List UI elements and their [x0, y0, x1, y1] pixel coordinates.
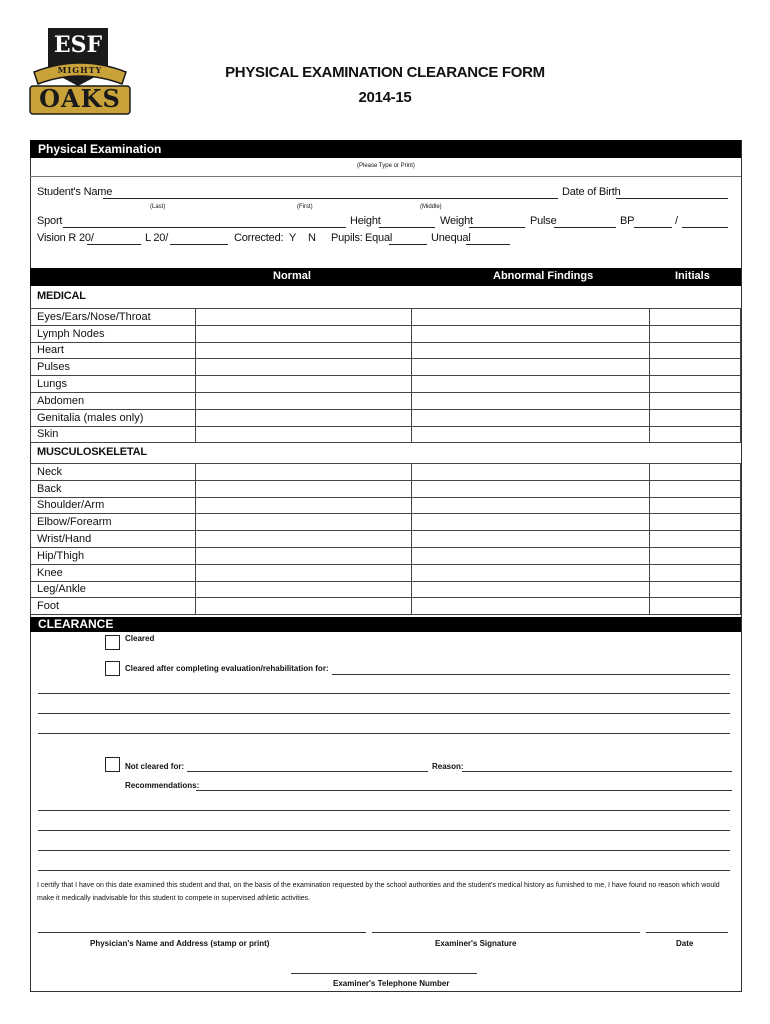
- bp-label: BP: [620, 215, 635, 227]
- normal-cell[interactable]: [195, 309, 411, 326]
- musculo-item: Foot: [31, 598, 196, 615]
- vision-left-label: L 20/: [145, 232, 169, 244]
- table-row: [31, 426, 741, 443]
- abnormal-cell[interactable]: [411, 409, 650, 426]
- abnormal-cell[interactable]: [411, 497, 650, 514]
- type-note: (Please Type or Print): [357, 163, 415, 169]
- physician-label: Physician's Name and Address (stamp or print): [90, 939, 270, 948]
- reason-label: Reason:: [432, 762, 464, 771]
- abnormal-cell[interactable]: [411, 514, 650, 531]
- musculo-item: Knee: [31, 564, 196, 581]
- section-bar-physical: [30, 140, 741, 158]
- bp-systolic-field[interactable]: [634, 217, 672, 228]
- initials-cell[interactable]: [650, 480, 741, 497]
- table-row: [31, 325, 741, 342]
- abnormal-cell[interactable]: [411, 426, 650, 443]
- cleared-label: Cleared: [125, 634, 155, 643]
- table-row: [31, 564, 741, 581]
- pupils-equal-label: Equal: [365, 232, 393, 244]
- height-label: Height: [350, 215, 381, 227]
- writing-line[interactable]: [38, 830, 730, 831]
- examiner-signature-label: Examiner's Signature: [435, 939, 517, 948]
- recommendations-label: Recommendations:: [125, 781, 200, 790]
- medical-item: Pulses: [31, 359, 196, 376]
- writing-line[interactable]: [38, 850, 730, 851]
- student-name-field[interactable]: [103, 188, 558, 199]
- medical-item: Lymph Nodes: [31, 325, 196, 342]
- middle-name-hint: (Middle): [420, 204, 442, 210]
- logo-top-text: ESF: [53, 32, 103, 58]
- initials-cell[interactable]: [650, 392, 741, 409]
- clearance-heading-text: CLEARANCE: [38, 617, 114, 631]
- physician-signature-line[interactable]: [38, 932, 366, 933]
- medical-item: Genitalia (males only): [31, 409, 196, 426]
- normal-cell[interactable]: [195, 581, 411, 598]
- table-row: [31, 359, 741, 376]
- table-row: [31, 547, 741, 564]
- musculo-item: Hip/Thigh: [31, 547, 196, 564]
- initials-cell[interactable]: [650, 497, 741, 514]
- normal-cell[interactable]: [195, 531, 411, 548]
- last-name-hint: (Last): [150, 204, 166, 210]
- col-abnormal-header: Abnormal Findings: [493, 270, 594, 282]
- medical-item: Skin: [31, 426, 196, 443]
- abnormal-cell[interactable]: [411, 581, 650, 598]
- pulse-label: Pulse: [530, 215, 557, 227]
- musculo-item: Elbow/Forearm: [31, 514, 196, 531]
- writing-line[interactable]: [38, 733, 730, 734]
- phone-line[interactable]: [291, 973, 477, 974]
- medical-item: Eyes/Ears/Nose/Throat: [31, 309, 196, 326]
- pupils-unequal-field[interactable]: [466, 234, 510, 245]
- normal-cell[interactable]: [195, 376, 411, 393]
- recommendations-line[interactable]: [196, 790, 732, 791]
- abnormal-cell[interactable]: [411, 480, 650, 497]
- medical-heading: MEDICAL: [37, 290, 86, 302]
- corrected-no[interactable]: N: [308, 232, 316, 244]
- col-initials-header: Initials: [675, 270, 710, 282]
- table-row: [31, 409, 741, 426]
- normal-cell[interactable]: [195, 497, 411, 514]
- writing-line[interactable]: [38, 810, 730, 811]
- reason-line[interactable]: [462, 771, 732, 772]
- writing-line[interactable]: [38, 693, 730, 694]
- initials-cell[interactable]: [650, 464, 741, 481]
- vision-left-field[interactable]: [170, 234, 228, 245]
- initials-cell[interactable]: [650, 598, 741, 615]
- weight-label: Weight: [440, 215, 473, 227]
- initials-cell[interactable]: [650, 309, 741, 326]
- normal-cell[interactable]: [195, 342, 411, 359]
- abnormal-cell[interactable]: [411, 392, 650, 409]
- table-row: [31, 464, 741, 481]
- dob-field[interactable]: [616, 188, 728, 199]
- initials-cell[interactable]: [650, 531, 741, 548]
- initials-cell[interactable]: [650, 325, 741, 342]
- table-row: [31, 309, 741, 326]
- cleared-after-line[interactable]: [332, 674, 730, 675]
- corrected-yes[interactable]: Y: [289, 232, 297, 244]
- normal-cell[interactable]: [195, 598, 411, 615]
- abnormal-cell[interactable]: [411, 376, 650, 393]
- pulse-field[interactable]: [554, 217, 616, 228]
- normal-cell[interactable]: [195, 564, 411, 581]
- table-row: [31, 376, 741, 393]
- normal-cell[interactable]: [195, 409, 411, 426]
- date-line[interactable]: [646, 932, 728, 933]
- normal-cell[interactable]: [195, 392, 411, 409]
- date-label: Date: [676, 939, 694, 948]
- normal-cell[interactable]: [195, 359, 411, 376]
- musculo-item: Leg/Ankle: [31, 581, 196, 598]
- bp-slash: /: [675, 215, 678, 227]
- phone-label: Examiner's Telephone Number: [333, 979, 450, 988]
- table-row: [31, 392, 741, 409]
- normal-cell[interactable]: [195, 480, 411, 497]
- normal-cell[interactable]: [195, 426, 411, 443]
- medical-table: [30, 308, 741, 443]
- certification-text: I certify that I have on this date examined this student and that, on the basis of the examination requested by the school authorities and the student's medical history as furnished to me, I have found no reason which would make it medically inadvisable for this student to compete in supervised athletic activities.: [37, 882, 720, 902]
- table-row: [31, 480, 741, 497]
- table-row: [31, 531, 741, 548]
- first-name-hint: (First): [297, 204, 313, 210]
- form-year: 2014-15: [358, 89, 412, 106]
- sport-label: Sport: [37, 215, 63, 227]
- pupils-label: Pupils:: [331, 232, 363, 244]
- not-cleared-label: Not cleared for:: [125, 762, 185, 771]
- initials-cell[interactable]: [650, 514, 741, 531]
- divider-line: [30, 176, 741, 177]
- initials-cell[interactable]: [650, 342, 741, 359]
- writing-line[interactable]: [38, 870, 730, 871]
- sport-field[interactable]: [63, 217, 346, 228]
- musculo-item: Back: [31, 480, 196, 497]
- vision-right-label: Vision R 20/: [37, 232, 94, 244]
- abnormal-cell[interactable]: [411, 547, 650, 564]
- abnormal-cell[interactable]: [411, 531, 650, 548]
- examiner-signature-line[interactable]: [372, 932, 640, 933]
- table-row: [31, 497, 741, 514]
- normal-cell[interactable]: [195, 464, 411, 481]
- normal-cell[interactable]: [195, 325, 411, 342]
- corrected-label: Corrected:: [234, 232, 284, 244]
- student-name-label: Student's Name: [37, 186, 113, 198]
- musculo-item: Shoulder/Arm: [31, 497, 196, 514]
- vision-right-field[interactable]: [87, 234, 141, 245]
- medical-item: Abdomen: [31, 392, 196, 409]
- initials-cell[interactable]: [650, 409, 741, 426]
- musculoskeletal-heading: MUSCULOSKELETAL: [37, 446, 147, 458]
- initials-cell[interactable]: [650, 547, 741, 564]
- musculo-item: Neck: [31, 464, 196, 481]
- abnormal-cell[interactable]: [411, 464, 650, 481]
- pupils-unequal-label: Unequal: [431, 232, 471, 244]
- table-header-bar: [30, 268, 741, 286]
- cleared-after-checkbox[interactable]: [105, 661, 120, 676]
- cleared-checkbox[interactable]: [105, 635, 120, 650]
- table-row: [31, 581, 741, 598]
- initials-cell[interactable]: [650, 581, 741, 598]
- weight-field[interactable]: [469, 217, 525, 228]
- school-logo: [26, 26, 134, 116]
- dob-label: Date of Birth: [562, 186, 621, 198]
- not-cleared-line[interactable]: [187, 771, 428, 772]
- section-heading-physical: Physical Examination: [38, 142, 162, 156]
- form-title: PHYSICAL EXAMINATION CLEARANCE FORM: [225, 64, 545, 81]
- cleared-after-label: Cleared after completing evaluation/rehabilitation for:: [125, 664, 329, 673]
- not-cleared-checkbox[interactable]: [105, 757, 120, 772]
- initials-cell[interactable]: [650, 426, 741, 443]
- abnormal-cell[interactable]: [411, 359, 650, 376]
- pupils-equal-field[interactable]: [389, 234, 427, 245]
- writing-line[interactable]: [38, 713, 730, 714]
- table-row: [31, 342, 741, 359]
- abnormal-cell[interactable]: [411, 598, 650, 615]
- table-row: [31, 514, 741, 531]
- abnormal-cell[interactable]: [411, 325, 650, 342]
- medical-item: Heart: [31, 342, 196, 359]
- abnormal-cell[interactable]: [411, 309, 650, 326]
- musculoskeletal-table: [30, 463, 741, 615]
- medical-item: Lungs: [31, 376, 196, 393]
- clearance-bar: [30, 617, 741, 632]
- musculo-item: Wrist/Hand: [31, 531, 196, 548]
- table-row: [31, 598, 741, 615]
- normal-cell[interactable]: [195, 547, 411, 564]
- logo-ribbon-text: MIGHTY: [57, 65, 103, 75]
- normal-cell[interactable]: [195, 514, 411, 531]
- logo-bottom-text: OAKS: [39, 84, 121, 113]
- abnormal-cell[interactable]: [411, 564, 650, 581]
- initials-cell[interactable]: [650, 359, 741, 376]
- initials-cell[interactable]: [650, 376, 741, 393]
- initials-cell[interactable]: [650, 564, 741, 581]
- col-normal-header: Normal: [273, 270, 311, 282]
- abnormal-cell[interactable]: [411, 342, 650, 359]
- bp-diastolic-field[interactable]: [682, 217, 728, 228]
- height-field[interactable]: [379, 217, 435, 228]
